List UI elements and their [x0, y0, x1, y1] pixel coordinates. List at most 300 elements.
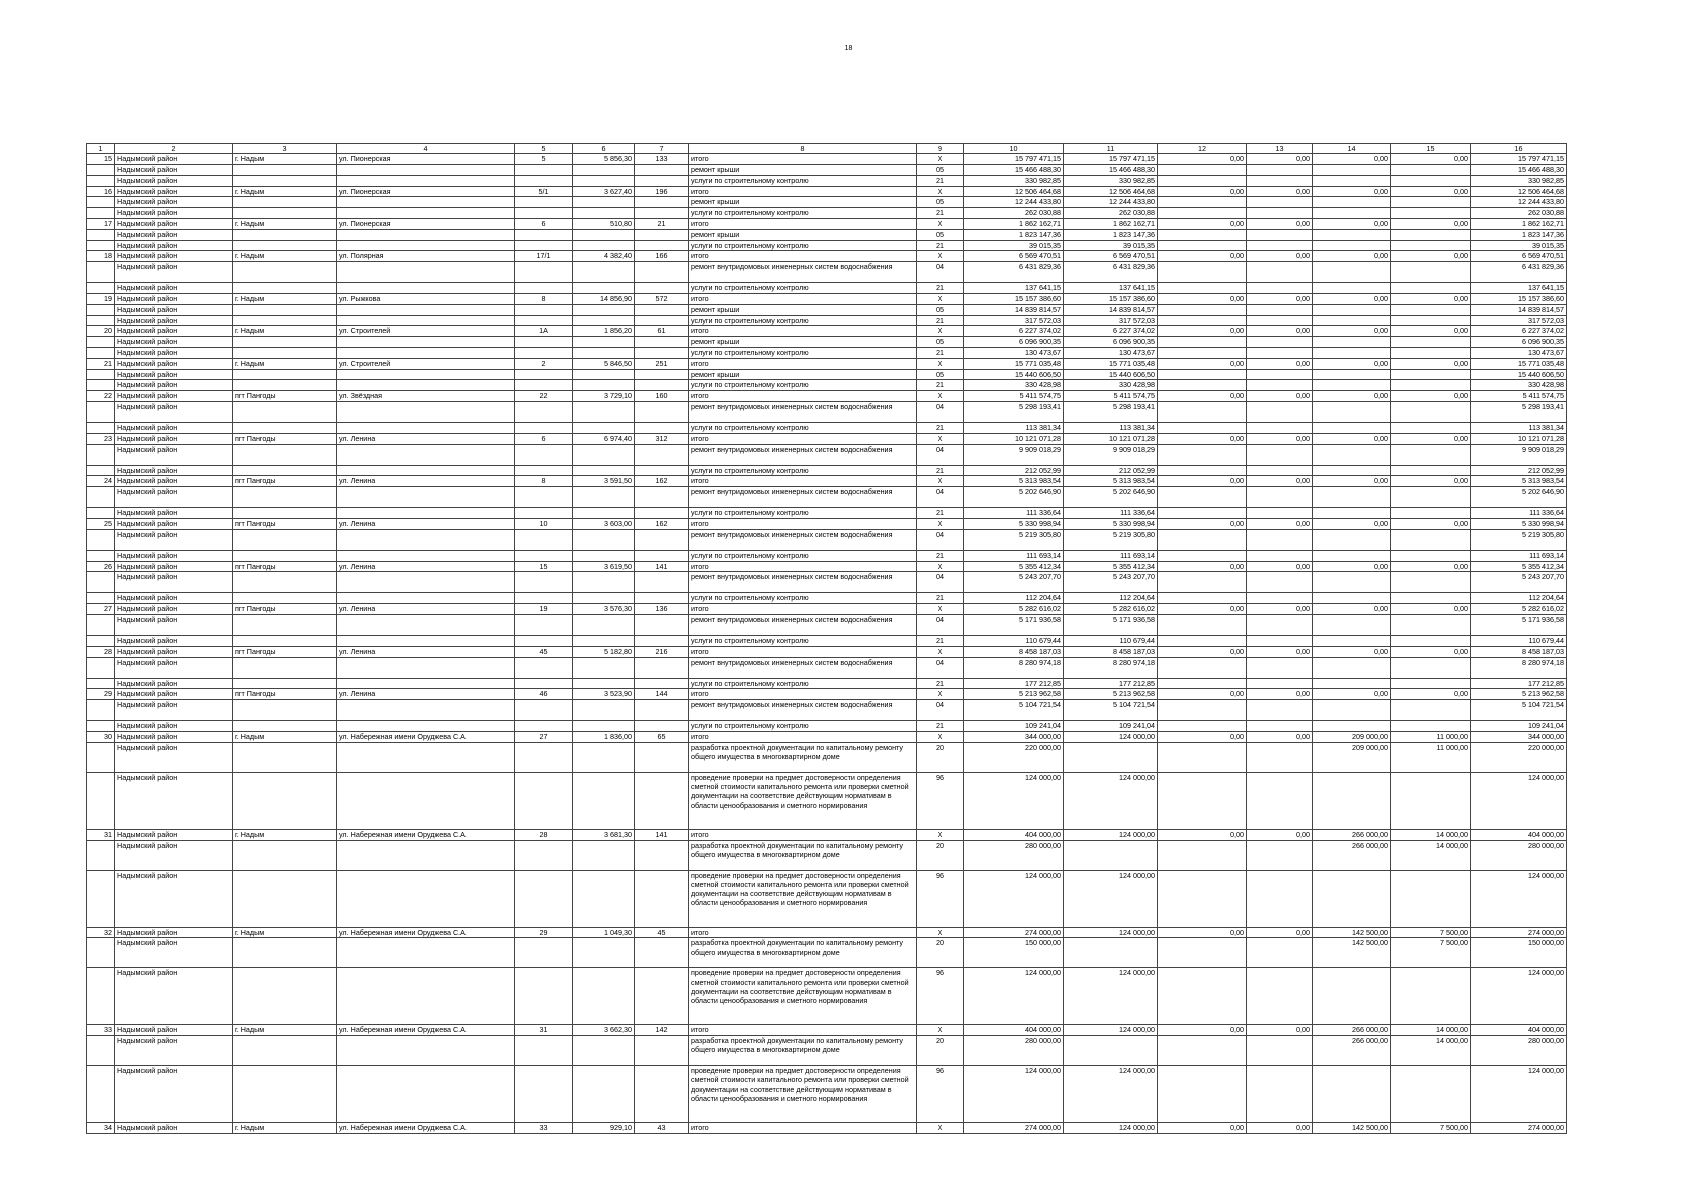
- amount-cell: 12 244 433,80: [1471, 197, 1567, 208]
- regional-cell: 0,00: [1247, 294, 1313, 305]
- house-number-cell: [515, 615, 573, 636]
- work-code-cell: 21: [917, 208, 964, 219]
- total-cost-cell: 280 000,00: [964, 840, 1064, 870]
- amount-cell: 5 411 574,75: [1471, 391, 1567, 402]
- fund-cost-cell: 6 569 470,51: [1064, 251, 1158, 262]
- locality-cell: [233, 315, 337, 326]
- work-type-cell: ремонт внутридомовых инженерных систем водоснабжения: [689, 615, 917, 636]
- district-cell: Надымский район: [115, 1036, 233, 1066]
- work-type-cell: ремонт внутридомовых инженерных систем водоснабжения: [689, 262, 917, 283]
- total-cost-cell: 15 466 488,30: [964, 165, 1064, 176]
- row-number: [87, 337, 115, 348]
- amount-cell: 8 458 187,03: [1471, 646, 1567, 657]
- work-code-cell: 05: [917, 337, 964, 348]
- federal-cell: [1158, 240, 1247, 251]
- house-number-cell: 19: [515, 604, 573, 615]
- regional-cell: [1247, 465, 1313, 476]
- fund-cost-cell: 12 244 433,80: [1064, 197, 1158, 208]
- residents-cell: [635, 175, 689, 186]
- federal-cell: 0,00: [1158, 186, 1247, 197]
- area-cell: 5 182,80: [573, 646, 635, 657]
- local-cell: 266 000,00: [1313, 1036, 1391, 1066]
- table-row: [87, 369, 1567, 380]
- work-code-cell: Х: [917, 689, 964, 700]
- amount-cell: 9 909 018,29: [1471, 444, 1567, 465]
- house-number-cell: 5: [515, 154, 573, 165]
- district-cell: Надымский район: [115, 154, 233, 165]
- district-cell: Надымский район: [115, 423, 233, 434]
- total-cost-cell: 5 355 412,34: [964, 561, 1064, 572]
- row-number: [87, 572, 115, 593]
- work-type-cell: проведение проверки на предмет достоверности определения сметной стоимости капитального ремонта или проверки сметной документации на соответствие действующим нормативам в области ценообразования и сметного нормирования: [689, 870, 917, 927]
- total-cost-cell: 10 121 071,28: [964, 433, 1064, 444]
- table-row: [87, 251, 1567, 262]
- owners-cell: [1391, 1066, 1471, 1123]
- total-cost-cell: 111 693,14: [964, 550, 1064, 561]
- residents-cell: 142: [635, 1025, 689, 1036]
- locality-cell: [233, 369, 337, 380]
- house-number-cell: 5/1: [515, 186, 573, 197]
- row-number: [87, 529, 115, 550]
- house-number-cell: 6: [515, 219, 573, 230]
- street-cell: ул. Набережная имени Оруджева С.А.: [337, 829, 515, 840]
- local-cell: [1313, 550, 1391, 561]
- area-cell: 3 662,30: [573, 1025, 635, 1036]
- owners-cell: 14 000,00: [1391, 840, 1471, 870]
- local-cell: [1313, 208, 1391, 219]
- locality-cell: пгт Пангоды: [233, 433, 337, 444]
- house-number-cell: 2: [515, 358, 573, 369]
- regional-cell: [1247, 175, 1313, 186]
- area-cell: [573, 283, 635, 294]
- work-type-cell: услуги по строительному контролю: [689, 508, 917, 519]
- regional-cell: 0,00: [1247, 391, 1313, 402]
- total-cost-cell: 111 336,64: [964, 508, 1064, 519]
- regional-cell: [1247, 348, 1313, 359]
- table-row: [87, 433, 1567, 444]
- local-cell: [1313, 262, 1391, 283]
- work-type-cell: итого: [689, 689, 917, 700]
- work-type-cell: услуги по строительному контролю: [689, 423, 917, 434]
- table-row: [87, 165, 1567, 176]
- owners-cell: [1391, 197, 1471, 208]
- fund-cost-cell: 112 204,64: [1064, 593, 1158, 604]
- row-number: [87, 938, 115, 968]
- table-row: [87, 315, 1567, 326]
- total-cost-cell: 5 213 962,58: [964, 689, 1064, 700]
- amount-cell: 5 282 616,02: [1471, 604, 1567, 615]
- area-cell: 3 627,40: [573, 186, 635, 197]
- area-cell: [573, 508, 635, 519]
- row-number: [87, 304, 115, 315]
- owners-cell: 0,00: [1391, 219, 1471, 230]
- district-cell: Надымский район: [115, 593, 233, 604]
- owners-cell: [1391, 304, 1471, 315]
- total-cost-cell: 5 313 983,54: [964, 476, 1064, 487]
- owners-cell: 0,00: [1391, 604, 1471, 615]
- fund-cost-cell: 124 000,00: [1064, 772, 1158, 829]
- federal-cell: [1158, 175, 1247, 186]
- table-row: [87, 1066, 1567, 1123]
- street-cell: [337, 742, 515, 772]
- table-row: [87, 938, 1567, 968]
- area-cell: [573, 304, 635, 315]
- district-cell: Надымский район: [115, 337, 233, 348]
- amount-cell: 280 000,00: [1471, 1036, 1567, 1066]
- owners-cell: 0,00: [1391, 358, 1471, 369]
- regional-cell: [1247, 968, 1313, 1025]
- street-cell: [337, 870, 515, 927]
- column-number-header-row: [87, 144, 1567, 154]
- amount-cell: 137 641,15: [1471, 283, 1567, 294]
- regional-cell: [1247, 1066, 1313, 1123]
- area-cell: [573, 487, 635, 508]
- work-code-cell: Х: [917, 294, 964, 305]
- row-number: 21: [87, 358, 115, 369]
- amount-cell: 280 000,00: [1471, 840, 1567, 870]
- amount-cell: 111 693,14: [1471, 550, 1567, 561]
- area-cell: [573, 423, 635, 434]
- amount-cell: 15 771 035,48: [1471, 358, 1567, 369]
- total-cost-cell: 6 431 829,36: [964, 262, 1064, 283]
- regional-cell: [1247, 938, 1313, 968]
- area-cell: [573, 870, 635, 927]
- street-cell: [337, 262, 515, 283]
- amount-cell: 344 000,00: [1471, 731, 1567, 742]
- table-row: [87, 337, 1567, 348]
- work-code-cell: 04: [917, 262, 964, 283]
- residents-cell: 136: [635, 604, 689, 615]
- street-cell: [337, 508, 515, 519]
- amount-cell: 262 030,88: [1471, 208, 1567, 219]
- work-code-cell: 05: [917, 197, 964, 208]
- regional-cell: 0,00: [1247, 927, 1313, 938]
- district-cell: Надымский район: [115, 262, 233, 283]
- amount-cell: 124 000,00: [1471, 968, 1567, 1025]
- table-row: [87, 262, 1567, 283]
- regional-cell: [1247, 615, 1313, 636]
- residents-cell: [635, 423, 689, 434]
- owners-cell: [1391, 615, 1471, 636]
- district-cell: Надымский район: [115, 197, 233, 208]
- residents-cell: 65: [635, 731, 689, 742]
- federal-cell: [1158, 197, 1247, 208]
- table-row: [87, 572, 1567, 593]
- row-number: 16: [87, 186, 115, 197]
- house-number-cell: 33: [515, 1123, 573, 1134]
- residents-cell: 166: [635, 251, 689, 262]
- house-number-cell: [515, 444, 573, 465]
- federal-cell: [1158, 870, 1247, 927]
- table-row: [87, 927, 1567, 938]
- local-cell: [1313, 657, 1391, 678]
- area-cell: [573, 380, 635, 391]
- total-cost-cell: 5 298 193,41: [964, 402, 1064, 423]
- house-number-cell: [515, 508, 573, 519]
- house-number-cell: [515, 369, 573, 380]
- work-code-cell: 04: [917, 444, 964, 465]
- street-cell: ул. Ленина: [337, 519, 515, 530]
- residents-cell: [635, 572, 689, 593]
- house-number-cell: 1А: [515, 326, 573, 337]
- fund-cost-cell: 15 440 606,50: [1064, 369, 1158, 380]
- work-type-cell: разработка проектной документации по капитальному ремонту общего имущества в многоквартирном доме: [689, 840, 917, 870]
- owners-cell: 0,00: [1391, 646, 1471, 657]
- house-number-cell: [515, 208, 573, 219]
- work-type-cell: услуги по строительному контролю: [689, 593, 917, 604]
- work-code-cell: 21: [917, 315, 964, 326]
- total-cost-cell: 150 000,00: [964, 938, 1064, 968]
- column-header: 2: [115, 144, 233, 154]
- table-body: [87, 154, 1567, 1134]
- regional-cell: [1247, 721, 1313, 732]
- street-cell: ул. Ленина: [337, 433, 515, 444]
- owners-cell: 0,00: [1391, 326, 1471, 337]
- total-cost-cell: 5 219 305,80: [964, 529, 1064, 550]
- federal-cell: [1158, 165, 1247, 176]
- work-type-cell: услуги по строительному контролю: [689, 380, 917, 391]
- district-cell: Надымский район: [115, 572, 233, 593]
- regional-cell: 0,00: [1247, 519, 1313, 530]
- owners-cell: [1391, 337, 1471, 348]
- work-code-cell: 21: [917, 593, 964, 604]
- federal-cell: 0,00: [1158, 294, 1247, 305]
- table-row: [87, 1025, 1567, 1036]
- locality-cell: [233, 283, 337, 294]
- street-cell: [337, 772, 515, 829]
- house-number-cell: [515, 315, 573, 326]
- house-number-cell: 8: [515, 294, 573, 305]
- row-number: 23: [87, 433, 115, 444]
- regional-cell: 0,00: [1247, 433, 1313, 444]
- total-cost-cell: 1 823 147,36: [964, 229, 1064, 240]
- locality-cell: пгт Пангоды: [233, 391, 337, 402]
- locality-cell: [233, 175, 337, 186]
- table-row: [87, 1036, 1567, 1066]
- total-cost-cell: 1 862 162,71: [964, 219, 1064, 230]
- district-cell: Надымский район: [115, 476, 233, 487]
- owners-cell: 0,00: [1391, 519, 1471, 530]
- table-row: [87, 646, 1567, 657]
- total-cost-cell: 124 000,00: [964, 1066, 1064, 1123]
- regional-cell: 0,00: [1247, 186, 1313, 197]
- street-cell: [337, 465, 515, 476]
- table-row: [87, 391, 1567, 402]
- work-code-cell: 20: [917, 742, 964, 772]
- work-type-cell: услуги по строительному контролю: [689, 721, 917, 732]
- owners-cell: [1391, 968, 1471, 1025]
- local-cell: [1313, 636, 1391, 647]
- federal-cell: [1158, 315, 1247, 326]
- fund-cost-cell: 5 282 616,02: [1064, 604, 1158, 615]
- fund-cost-cell: 15 771 035,48: [1064, 358, 1158, 369]
- district-cell: Надымский район: [115, 251, 233, 262]
- fund-cost-cell: 6 227 374,02: [1064, 326, 1158, 337]
- district-cell: Надымский район: [115, 465, 233, 476]
- total-cost-cell: 15 440 606,50: [964, 369, 1064, 380]
- residents-cell: [635, 593, 689, 604]
- locality-cell: г. Надым: [233, 358, 337, 369]
- amount-cell: 317 572,03: [1471, 315, 1567, 326]
- work-type-cell: итого: [689, 519, 917, 530]
- street-cell: ул. Набережная имени Оруджева С.А.: [337, 1025, 515, 1036]
- district-cell: Надымский район: [115, 294, 233, 305]
- fund-cost-cell: 124 000,00: [1064, 968, 1158, 1025]
- fund-cost-cell: 8 280 974,18: [1064, 657, 1158, 678]
- total-cost-cell: 212 052,99: [964, 465, 1064, 476]
- locality-cell: г. Надым: [233, 251, 337, 262]
- work-type-cell: ремонт крыши: [689, 304, 917, 315]
- residents-cell: 133: [635, 154, 689, 165]
- federal-cell: [1158, 529, 1247, 550]
- fund-cost-cell: [1064, 742, 1158, 772]
- amount-cell: 150 000,00: [1471, 938, 1567, 968]
- area-cell: [573, 593, 635, 604]
- local-cell: [1313, 870, 1391, 927]
- area-cell: [573, 240, 635, 251]
- work-type-cell: итого: [689, 476, 917, 487]
- owners-cell: 0,00: [1391, 391, 1471, 402]
- owners-cell: [1391, 380, 1471, 391]
- work-code-cell: 21: [917, 240, 964, 251]
- regional-cell: [1247, 208, 1313, 219]
- fund-cost-cell: 5 313 983,54: [1064, 476, 1158, 487]
- column-header: 5: [515, 144, 573, 154]
- local-cell: [1313, 968, 1391, 1025]
- total-cost-cell: 12 244 433,80: [964, 197, 1064, 208]
- local-cell: [1313, 175, 1391, 186]
- residents-cell: 141: [635, 561, 689, 572]
- locality-cell: [233, 968, 337, 1025]
- regional-cell: 0,00: [1247, 219, 1313, 230]
- local-cell: 142 500,00: [1313, 1123, 1391, 1134]
- area-cell: 1 049,30: [573, 927, 635, 938]
- street-cell: [337, 175, 515, 186]
- house-number-cell: [515, 165, 573, 176]
- district-cell: Надымский район: [115, 175, 233, 186]
- work-type-cell: итого: [689, 731, 917, 742]
- local-cell: 209 000,00: [1313, 742, 1391, 772]
- district-cell: Надымский район: [115, 433, 233, 444]
- area-cell: [573, 337, 635, 348]
- row-number: [87, 229, 115, 240]
- fund-cost-cell: 124 000,00: [1064, 1123, 1158, 1134]
- residents-cell: [635, 444, 689, 465]
- street-cell: [337, 840, 515, 870]
- street-cell: [337, 444, 515, 465]
- column-header: 7: [635, 144, 689, 154]
- street-cell: [337, 529, 515, 550]
- area-cell: [573, 721, 635, 732]
- row-number: 34: [87, 1123, 115, 1134]
- amount-cell: 330 428,98: [1471, 380, 1567, 391]
- table-row: [87, 1123, 1567, 1134]
- house-number-cell: [515, 197, 573, 208]
- federal-cell: [1158, 283, 1247, 294]
- total-cost-cell: 404 000,00: [964, 829, 1064, 840]
- locality-cell: [233, 721, 337, 732]
- district-cell: Надымский район: [115, 772, 233, 829]
- total-cost-cell: 15 797 471,15: [964, 154, 1064, 165]
- work-code-cell: 96: [917, 772, 964, 829]
- fund-cost-cell: 5 213 962,58: [1064, 689, 1158, 700]
- column-header: 3: [233, 144, 337, 154]
- locality-cell: [233, 229, 337, 240]
- work-type-cell: ремонт внутридомовых инженерных систем водоснабжения: [689, 487, 917, 508]
- work-code-cell: 21: [917, 678, 964, 689]
- residents-cell: 160: [635, 391, 689, 402]
- work-code-cell: Х: [917, 604, 964, 615]
- work-code-cell: 20: [917, 1036, 964, 1066]
- regional-cell: 0,00: [1247, 326, 1313, 337]
- work-type-cell: проведение проверки на предмет достоверности определения сметной стоимости капитального ремонта или проверки сметной документации на соответствие действующим нормативам в области ценообразования и сметного нормирования: [689, 1066, 917, 1123]
- amount-cell: 113 381,34: [1471, 423, 1567, 434]
- residents-cell: [635, 229, 689, 240]
- table-row: [87, 240, 1567, 251]
- table-row: [87, 304, 1567, 315]
- work-type-cell: итого: [689, 829, 917, 840]
- row-number: [87, 772, 115, 829]
- table-row: [87, 444, 1567, 465]
- column-header: 9: [917, 144, 964, 154]
- residents-cell: 312: [635, 433, 689, 444]
- table-row: [87, 689, 1567, 700]
- federal-cell: 0,00: [1158, 251, 1247, 262]
- federal-cell: 0,00: [1158, 646, 1247, 657]
- federal-cell: 0,00: [1158, 1025, 1247, 1036]
- residents-cell: 43: [635, 1123, 689, 1134]
- area-cell: [573, 529, 635, 550]
- house-number-cell: [515, 968, 573, 1025]
- house-number-cell: 31: [515, 1025, 573, 1036]
- row-number: [87, 262, 115, 283]
- column-header: 6: [573, 144, 635, 154]
- area-cell: [573, 175, 635, 186]
- fund-cost-cell: 6 096 900,35: [1064, 337, 1158, 348]
- street-cell: [337, 315, 515, 326]
- row-number: [87, 369, 115, 380]
- fund-cost-cell: 110 679,44: [1064, 636, 1158, 647]
- residents-cell: [635, 487, 689, 508]
- residents-cell: [635, 657, 689, 678]
- table-row: [87, 615, 1567, 636]
- regional-cell: [1247, 550, 1313, 561]
- amount-cell: 5 313 983,54: [1471, 476, 1567, 487]
- row-number: [87, 175, 115, 186]
- total-cost-cell: 124 000,00: [964, 870, 1064, 927]
- row-number: [87, 615, 115, 636]
- federal-cell: [1158, 423, 1247, 434]
- locality-cell: [233, 402, 337, 423]
- regional-cell: 0,00: [1247, 829, 1313, 840]
- district-cell: Надымский район: [115, 240, 233, 251]
- federal-cell: [1158, 721, 1247, 732]
- locality-cell: г. Надым: [233, 1123, 337, 1134]
- residents-cell: [635, 615, 689, 636]
- residents-cell: [635, 262, 689, 283]
- total-cost-cell: 177 212,85: [964, 678, 1064, 689]
- amount-cell: 39 015,35: [1471, 240, 1567, 251]
- area-cell: [573, 208, 635, 219]
- work-code-cell: 04: [917, 615, 964, 636]
- district-cell: Надымский район: [115, 519, 233, 530]
- regional-cell: [1247, 508, 1313, 519]
- local-cell: [1313, 369, 1391, 380]
- row-number: 17: [87, 219, 115, 230]
- residents-cell: [635, 938, 689, 968]
- area-cell: 3 576,30: [573, 604, 635, 615]
- work-type-cell: проведение проверки на предмет достоверности определения сметной стоимости капитального ремонта или проверки сметной документации на соответствие действующим нормативам в области ценообразования и сметного нормирования: [689, 968, 917, 1025]
